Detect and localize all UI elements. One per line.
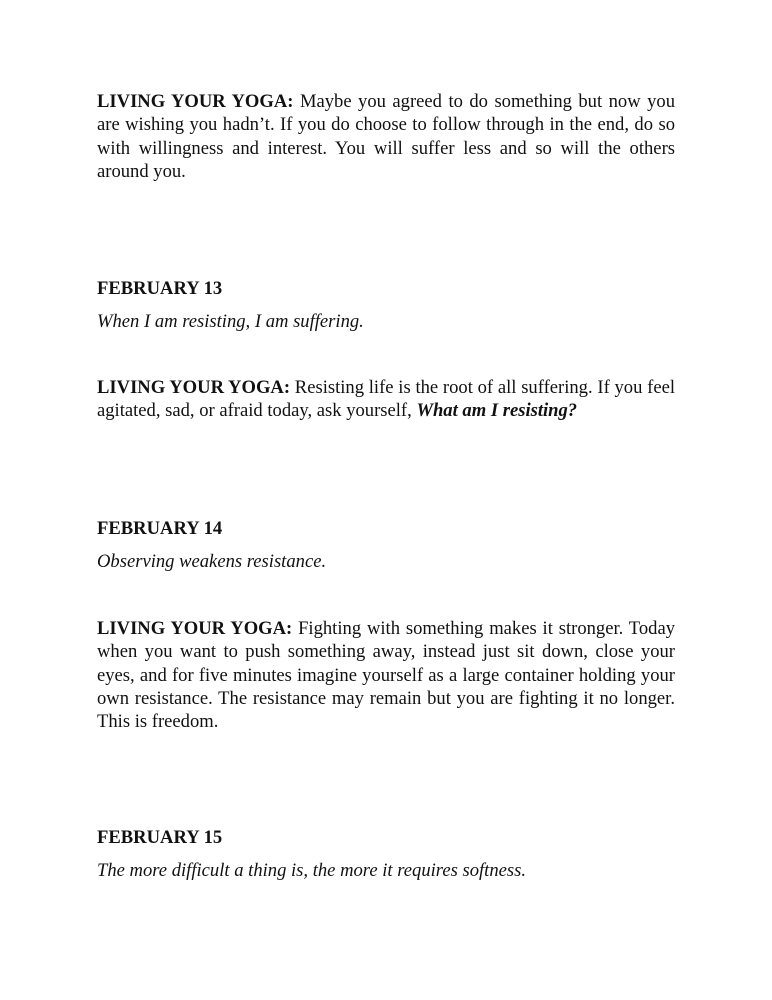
living-your-yoga-label: LIVING YOUR YOGA: [97, 91, 294, 112]
daily-quote [97, 310, 675, 333]
living-your-yoga-text: Fighting with something makes it stronger. Today when you want to push something away, instead just sit down, close your eyes, and for five minutes imagine yourself as a large container holding your own resistance. The resistance may remain but you are fighting it no longer. This is freedom. [97, 618, 675, 733]
living-your-yoga-text: Resisting life is the root of all suffering. If you feel agitated, sad, or afraid today, ask yourself, [97, 377, 676, 422]
date-heading-text: FEBRUARY 14 [97, 518, 223, 539]
living-your-yoga-paragraph [97, 90, 675, 183]
emphasis-question: What am I resisting? [416, 400, 578, 422]
daily-quote-text: The more difficult a thing is, the more it requires softness. [97, 860, 527, 881]
date-heading [97, 826, 675, 849]
living-your-yoga-paragraph [97, 376, 675, 423]
daily-quote-text: When I am resisting, I am suffering. [97, 311, 364, 332]
date-heading [97, 277, 675, 300]
living-your-yoga-label: LIVING YOUR YOGA: [97, 377, 291, 398]
date-heading [97, 517, 675, 540]
daily-quote [97, 859, 675, 882]
living-your-yoga-paragraph [97, 617, 675, 733]
living-your-yoga-label: LIVING YOUR YOGA: [97, 618, 293, 639]
living-your-yoga-text: Maybe you agreed to do something but now you are wishing you hadn’t. If you do choose to follow through in the end, do so with willingness and interest. You will suffer less and so will the others around you. [97, 91, 676, 182]
daily-quote [97, 550, 675, 573]
date-heading-text: FEBRUARY 15 [97, 827, 223, 848]
daily-quote-text: Observing weakens resistance. [97, 551, 327, 572]
date-heading-text: FEBRUARY 13 [97, 278, 223, 299]
